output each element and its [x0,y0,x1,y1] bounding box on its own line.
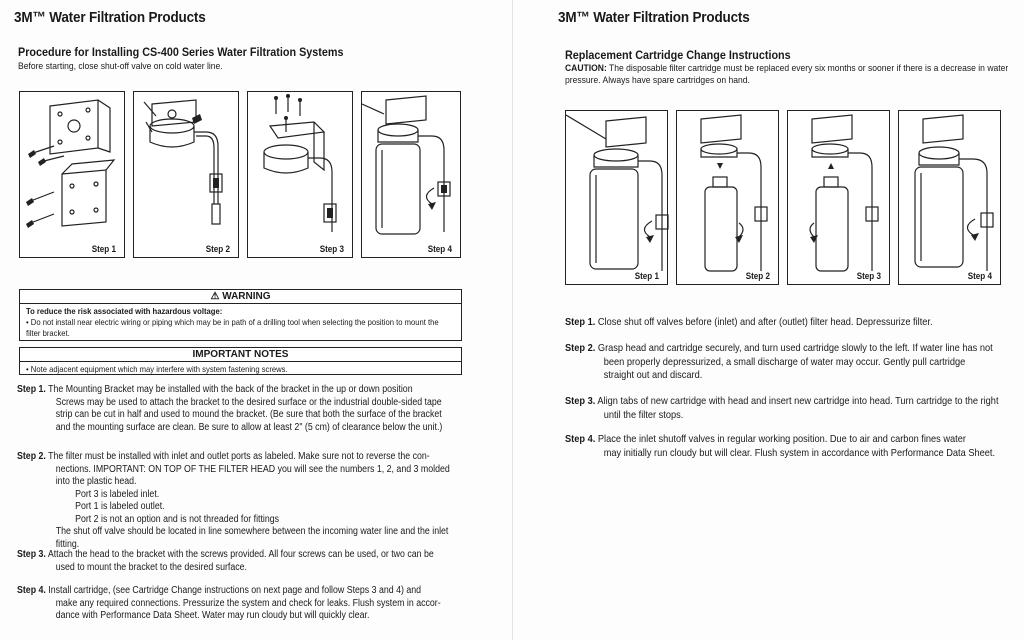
install-step-1-line-4: and the mounting surface are clean. Be sure to allow at least 2" (5 cm) of clearance below the unit.) [55,421,443,433]
install-step-2-port-2: Port 2 is not an option and is not threaded for fittings [75,513,280,525]
install-step-2 [17,451,466,551]
install-figure-step-3 [247,91,353,258]
important-notes-title: IMPORTANT NOTES [20,348,461,362]
cartridge-step-1-number: Step 1. [565,316,596,328]
install-step-4-line-3: dance with Performance Data Sheet. Water may run cloudy but will quickly clear. [55,610,370,621]
cartridge-figure-step-4 [898,110,1001,285]
install-step-4 [17,585,457,623]
cartridge-step-1-line-1: Close shut off valves before (inlet) and after (outlet) filter head. Depressurize filter. [597,316,933,328]
cartridge-step-2 [565,342,1023,383]
cartridge-step-2-line-1: Grasp head and cartridge securely, and turn used cartridge slowly to the left. If water line has not [597,342,993,354]
left-intro: Before starting, close shut-off valve on cold water line. [18,61,223,72]
install-step-3-number: Step 3. [17,549,46,560]
cartridge-step-4 [565,433,1023,460]
install-step-2-number: Step 2. [17,451,46,462]
important-notes-box [19,347,462,375]
right-caution [565,63,1015,87]
open-valve-illustration [899,111,1002,286]
install-step-3-line-1: Attach the head to the bracket with the screws provided. All four screws can be used, or two can be [47,549,434,560]
cartridge-step-2-number: Step 2. [565,342,596,354]
install-step-2-line-7: The shut off valve should be located in line somewhere between the incoming water line and the inlet fitting. [55,526,449,550]
install-step-2-port-1: Port 1 is labeled outlet. [75,501,165,512]
cartridge-figure-label-4: Step 4 [967,271,992,281]
warning-header [20,290,461,304]
install-step-2-line-2: nections. IMPORTANT: ON TOP OF THE FILTER HEAD you will see the numbers 1, 2, and 3 molded [55,463,450,475]
cartridge-figure-step-2 [676,110,779,285]
caution-line-2: pressure. Always have spare cartridges on hand. [565,75,750,86]
right-page [530,0,1024,640]
install-figure-label-2: Step 2 [205,244,230,254]
install-figure-label-4: Step 4 [427,244,452,254]
cartridge-step-3-number: Step 3. [565,395,596,407]
filter-assembly-illustration [362,92,462,259]
page-gutter [512,0,513,640]
warning-title: WARNING [222,291,271,302]
install-step-1-number: Step 1. [17,384,46,395]
install-figure-step-1 [19,91,125,258]
caution-label: CAUTION: [565,63,607,74]
cartridge-step-2-line-3: straight out and discard. [603,369,703,381]
left-brand-title: 3M™ Water Filtration Products [14,9,206,26]
cartridge-figure-label-2: Step 2 [745,271,770,281]
warning-triangle-icon: ⚠ [210,291,223,302]
warning-box [19,289,462,341]
cartridge-figure-step-3 [787,110,890,285]
install-step-3-line-2: used to mount the bracket to the desired surface. [55,561,247,573]
install-step-4-number: Step 4. [17,585,46,596]
install-step-2-port-3: Port 3 is labeled inlet. [75,488,160,500]
important-notes-body [20,362,461,377]
install-step-3 [17,549,457,574]
warning-lead: To reduce the risk associated with hazardous voltage: [26,306,223,316]
important-notes-bullet: • Note adjacent equipment which may interfere with system fastening screws. [26,364,288,374]
right-brand-title: 3M™ Water Filtration Products [558,9,750,26]
warning-bullet-line-2: filter bracket. [26,328,70,338]
cartridge-step-4-line-1: Place the inlet shutoff valves in regular working position. Due to air and carbon fines water [597,433,966,445]
install-step-4-line-2: make any required connections. Pressurize the system and check for leaks. Flush system in accor- [55,597,441,609]
warning-bullet-line-1: • Do not install near electric wiring or piping which may be in path of a drilling tool when selecting the position to mount the [26,317,439,327]
remove-cartridge-illustration [677,111,780,286]
cartridge-figure-step-1 [565,110,668,285]
bracket-illustration [20,92,126,259]
right-section-title: Replacement Cartridge Change Instructions [565,48,791,62]
install-step-1-line-3: strip can be cut in half and used to mound the bracket. (Be sure that both the surface of the bracket [55,409,442,420]
install-step-2-line-1: The filter must be installed with inlet and outlet ports as labeled. Make sure not to reverse the con- [48,451,430,462]
warning-body [20,304,461,341]
cartridge-step-4-line-2: may initially run cloudy but will clear. Flush system in accordance with Performance Data Sheet. [603,446,996,459]
cartridge-step-3-line-1: Align tabs of new cartridge with head and insert new cartridge into head. Turn cartridge to the right [597,395,999,407]
caution-line-1: The disposable filter cartridge must be replaced every six months or sooner if there is a decrease in water [609,63,1009,74]
cartridge-figure-label-1: Step 1 [634,271,659,281]
install-figure-label-3: Step 3 [319,244,344,254]
install-step-1-line-1: The Mounting Bracket may be installed with the back of the bracket in the up or down position [48,384,413,395]
cartridge-step-1 [565,316,1023,330]
left-page [0,0,500,640]
cartridge-step-3 [565,395,1023,422]
head-attach-illustration [248,92,354,259]
install-step-1 [17,384,457,434]
install-figure-label-1: Step 1 [91,244,116,254]
cartridge-step-4-number: Step 4. [565,433,596,445]
install-figure-step-4 [361,91,461,258]
filter-head-illustration [134,92,240,259]
cartridge-step-2-line-2: been properly depressurized, a small discharge of water may occur. Gently pull cartridge [603,355,966,368]
cartridge-step-3-line-2: until the filter stops. [603,408,684,421]
install-figure-step-2 [133,91,239,258]
cartridge-figure-label-3: Step 3 [856,271,881,281]
install-step-2-line-3: into the plastic head. [55,476,137,487]
left-section-title: Procedure for Installing CS-400 Series Water Filtration Systems [18,45,344,59]
install-step-1-line-2: Screws may be used to attach the bracket to the desired surface or the industrial double-sided tape [55,396,442,408]
insert-cartridge-illustration [788,111,891,286]
install-step-4-line-1: Install cartridge, (see Cartridge Change instructions on next page and follow Steps 3 and 4) and [48,585,422,596]
shutoff-valve-illustration [566,111,669,286]
